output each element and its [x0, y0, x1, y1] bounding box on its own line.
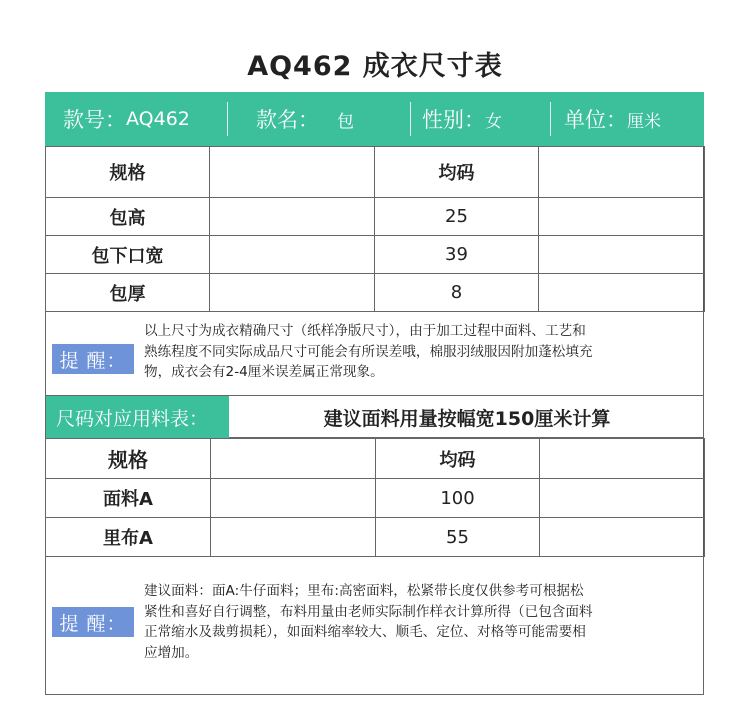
page-title: AQ462 成衣尺寸表 [247, 51, 503, 82]
reminder-line: 正常缩水及裁剪损耗），如面料缩率较大、顺毛、定位、对格等可能需要相 [144, 624, 586, 640]
style-no-field [63, 92, 190, 146]
material-map-bar [45, 396, 704, 438]
table-row [46, 479, 705, 518]
material-map-label: 尺码对应用料表： [46, 396, 229, 438]
material-reminder-note [45, 556, 704, 695]
header-cell [211, 439, 376, 479]
name-field [256, 92, 354, 146]
header-cell: 规格 [46, 439, 211, 479]
row-label: 里布A [46, 518, 211, 557]
reminder-line: 应增加。 [144, 644, 199, 661]
table-cell [210, 274, 375, 312]
unit-label: 单位： [564, 108, 627, 132]
table-cell: 100 [376, 479, 540, 518]
table-cell [540, 479, 705, 518]
table-cell [210, 198, 375, 236]
header-divider [550, 102, 551, 136]
header-cell [210, 147, 375, 198]
name-value: 包 [337, 111, 354, 132]
header-cell: 均码 [375, 147, 539, 198]
reminder-badge: 提 醒： [52, 607, 134, 637]
reminder-text [144, 321, 700, 383]
reminder-badge: 提 醒： [52, 344, 134, 374]
reminder-note [45, 311, 704, 396]
material-table [45, 438, 705, 557]
header-divider [227, 102, 228, 136]
reminder-text [144, 581, 700, 663]
material-map-text: 建议面料用量按幅宽150厘米计算 [323, 407, 611, 430]
reminder-line: 物，成衣会有2-4厘米误差属正常现象。 [144, 364, 384, 380]
reminder-line: 熟练程度不同实际成品尺寸可能会有所误差哦，棉服羽绒服因附加蓬松填充 [144, 343, 593, 360]
table-cell: 39 [375, 236, 539, 274]
table-header-row [46, 147, 705, 198]
table-cell [210, 236, 375, 274]
header-cell [540, 439, 705, 479]
row-label: 包厚 [46, 274, 210, 312]
header-cell: 均码 [376, 439, 540, 479]
size-table [45, 146, 705, 312]
table-cell: 55 [376, 518, 540, 557]
table-cell [539, 236, 705, 274]
gender-label: 性别： [422, 108, 485, 132]
style-no-value: AQ462 [126, 108, 190, 130]
table-cell [540, 518, 705, 557]
header-cell [539, 147, 705, 198]
gender-value: 女 [485, 111, 502, 132]
header-cell: 规格 [46, 147, 210, 198]
gender-field [422, 92, 502, 146]
table-cell [211, 518, 376, 557]
row-label: 面料A [46, 479, 211, 518]
row-label: 包下口宽 [46, 236, 210, 274]
table-row [46, 274, 705, 312]
table-row [46, 518, 705, 557]
reminder-line: 建议面料：面A:牛仔面料；里布:高密面料，松紧带长度仅供参考可根据松 [144, 583, 584, 599]
header-divider [410, 102, 411, 136]
table-row [46, 236, 705, 274]
table-row [46, 198, 705, 236]
style-no-label: 款号： [63, 108, 126, 132]
reminder-line: 紧性和喜好自行调整，布料用量由老师实际制作样衣计算所得（已包含面料 [144, 603, 593, 620]
unit-value: 厘米 [627, 111, 661, 132]
table-header-row [46, 439, 705, 479]
table-cell [539, 274, 705, 312]
row-label: 包高 [46, 198, 210, 236]
table-cell: 25 [375, 198, 539, 236]
table-cell [211, 479, 376, 518]
table-cell: 8 [375, 274, 539, 312]
info-header-bar [45, 92, 704, 146]
reminder-line: 以上尺寸为成衣精确尺寸（纸样净版尺寸），由于加工过程中面料、工艺和 [144, 323, 586, 339]
unit-field [564, 92, 661, 146]
name-label: 款名： [256, 108, 319, 132]
table-cell [539, 198, 705, 236]
